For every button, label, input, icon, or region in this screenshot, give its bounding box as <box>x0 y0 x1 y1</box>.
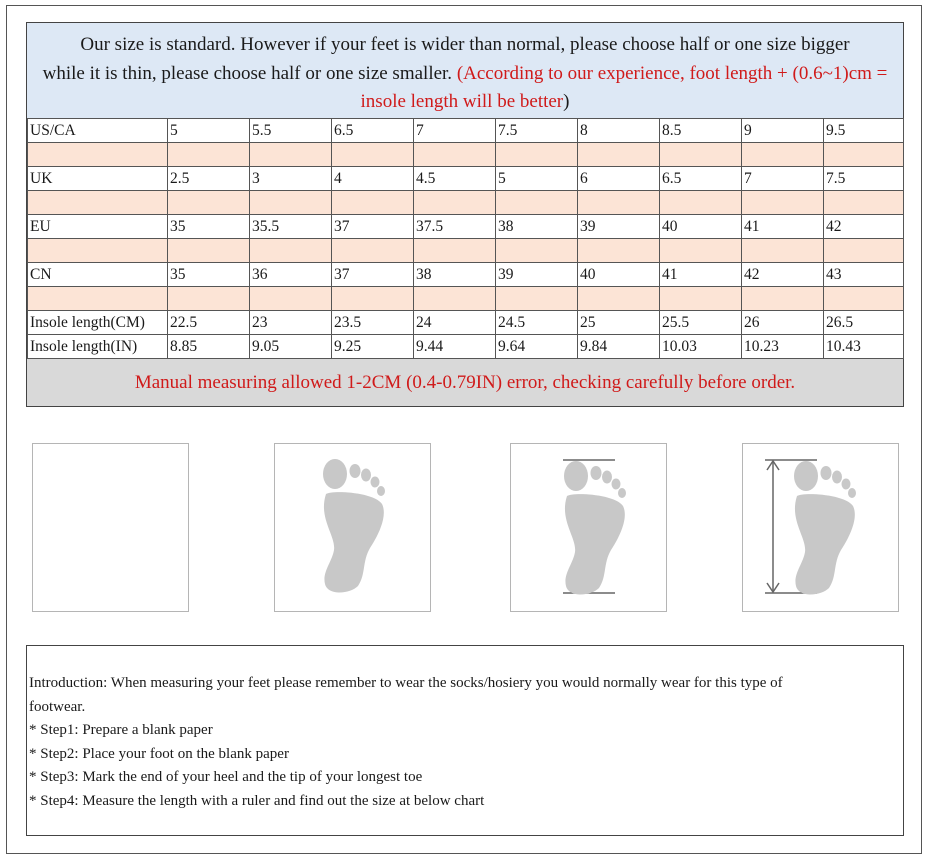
spacer-cell <box>332 239 414 263</box>
spacer-cell <box>496 191 578 215</box>
size-row-label: US/CA <box>28 119 168 143</box>
size-cell: 9 <box>742 119 824 143</box>
measured-foot-icon <box>743 444 898 611</box>
size-cell: 7 <box>742 167 824 191</box>
size-cell: 38 <box>496 215 578 239</box>
spacer-row <box>28 143 904 167</box>
spacer-cell <box>742 191 824 215</box>
size-cell: 9.5 <box>824 119 904 143</box>
size-cell: 41 <box>660 263 742 287</box>
spacer-cell <box>742 287 824 311</box>
marked-foot-icon <box>511 444 666 611</box>
intro-text: Introduction: When measuring your feet please remember to wear the socks/hosiery you would normally wear for this type of footwear. <box>29 675 783 715</box>
size-cell: 24 <box>414 311 496 335</box>
spacer-cell <box>824 239 904 263</box>
size-cell: 7 <box>414 119 496 143</box>
spacer-cell <box>250 287 332 311</box>
size-cell: 9.64 <box>496 335 578 359</box>
size-cell: 35 <box>168 215 250 239</box>
blank-paper-icon <box>33 444 188 611</box>
size-cell: 6.5 <box>332 119 414 143</box>
size-cell: 36 <box>250 263 332 287</box>
notice-line-2: while it is thin, please choose half or one size smaller. <box>42 62 453 84</box>
size-cell: 39 <box>496 263 578 287</box>
spacer-cell <box>824 143 904 167</box>
size-row-label: UK <box>28 167 168 191</box>
size-cell: 10.03 <box>660 335 742 359</box>
spacer-cell <box>496 143 578 167</box>
size-cell: 35.5 <box>250 215 332 239</box>
size-cell: 23.5 <box>332 311 414 335</box>
spacer-cell <box>578 287 660 311</box>
spacer-cell <box>660 239 742 263</box>
spacer-cell <box>28 191 168 215</box>
notice-highlight: (According to our experience, foot length + (0.6~1)cm = insole length will be better <box>360 62 888 112</box>
spacer-cell <box>168 143 250 167</box>
size-row-insole-cm <box>28 311 904 335</box>
size-cell: 4 <box>332 167 414 191</box>
size-cell: 26 <box>742 311 824 335</box>
size-cell: 22.5 <box>168 311 250 335</box>
size-cell: 6.5 <box>660 167 742 191</box>
spacer-cell <box>28 239 168 263</box>
step-1: * Step1: Prepare a blank paper <box>29 722 213 738</box>
size-cell: 42 <box>742 263 824 287</box>
spacer-cell <box>168 239 250 263</box>
size-row-label: CN <box>28 263 168 287</box>
spacer-cell <box>414 191 496 215</box>
step-2: * Step2: Place your foot on the blank paper <box>29 745 289 762</box>
spacer-cell <box>250 239 332 263</box>
size-cell: 40 <box>578 263 660 287</box>
size-chart <box>26 22 904 407</box>
size-cell: 5 <box>168 119 250 143</box>
spacer-cell <box>578 143 660 167</box>
spacer-cell <box>660 191 742 215</box>
spacer-cell <box>168 287 250 311</box>
size-cell: 24.5 <box>496 311 578 335</box>
spacer-cell <box>332 191 414 215</box>
size-cell: 4.5 <box>414 167 496 191</box>
size-cell: 25 <box>578 311 660 335</box>
foot-print-icon <box>275 444 430 611</box>
step1-blank-paper-image <box>32 443 189 612</box>
spacer-cell <box>824 287 904 311</box>
size-cell: 37 <box>332 215 414 239</box>
spacer-cell <box>414 239 496 263</box>
spacer-cell <box>742 143 824 167</box>
spacer-cell <box>332 287 414 311</box>
size-cell: 8.85 <box>168 335 250 359</box>
size-cell: 8 <box>578 119 660 143</box>
size-row-label: Insole length(IN) <box>28 335 168 359</box>
step4-measured-foot-image <box>742 443 899 612</box>
spacer-cell <box>660 287 742 311</box>
size-cell: 5.5 <box>250 119 332 143</box>
size-row-us-ca <box>28 119 904 143</box>
spacer-cell <box>496 239 578 263</box>
size-cell: 37 <box>332 263 414 287</box>
size-cell: 3 <box>250 167 332 191</box>
spacer-row <box>28 191 904 215</box>
size-cell: 10.43 <box>824 335 904 359</box>
step2-foot-image <box>274 443 431 612</box>
size-row-eu <box>28 215 904 239</box>
size-cell: 43 <box>824 263 904 287</box>
size-cell: 39 <box>578 215 660 239</box>
size-row-label: EU <box>28 215 168 239</box>
notice-closing: ) <box>563 91 570 112</box>
size-cell: 7.5 <box>824 167 904 191</box>
size-cell: 37.5 <box>414 215 496 239</box>
size-notice <box>27 23 903 119</box>
spacer-cell <box>250 143 332 167</box>
step3-marked-foot-image <box>510 443 667 612</box>
size-cell: 8.5 <box>660 119 742 143</box>
size-cell: 38 <box>414 263 496 287</box>
size-cell: 6 <box>578 167 660 191</box>
spacer-cell <box>578 191 660 215</box>
size-row-uk <box>28 167 904 191</box>
size-cell: 35 <box>168 263 250 287</box>
size-cell: 25.5 <box>660 311 742 335</box>
size-cell: 9.05 <box>250 335 332 359</box>
spacer-cell <box>28 143 168 167</box>
spacer-cell <box>414 143 496 167</box>
spacer-cell <box>824 191 904 215</box>
spacer-cell <box>250 191 332 215</box>
size-cell: 9.25 <box>332 335 414 359</box>
spacer-row <box>28 287 904 311</box>
size-cell: 9.84 <box>578 335 660 359</box>
spacer-row <box>28 239 904 263</box>
size-cell: 2.5 <box>168 167 250 191</box>
size-row-insole-in <box>28 335 904 359</box>
size-cell: 9.44 <box>414 335 496 359</box>
spacer-cell <box>28 287 168 311</box>
measuring-instructions <box>26 645 904 836</box>
spacer-cell <box>332 143 414 167</box>
size-row-label: Insole length(CM) <box>28 311 168 335</box>
spacer-cell <box>578 239 660 263</box>
size-cell: 26.5 <box>824 311 904 335</box>
spacer-cell <box>168 191 250 215</box>
step-4: * Step4: Measure the length with a ruler and find out the size at below chart <box>29 792 485 809</box>
size-table <box>27 118 904 359</box>
size-cell: 7.5 <box>496 119 578 143</box>
size-row-cn <box>28 263 904 287</box>
spacer-cell <box>742 239 824 263</box>
size-cell: 40 <box>660 215 742 239</box>
notice-line-1: Our size is standard. However if your feet is wider than normal, please choose half or one size bigger <box>80 34 850 55</box>
step-3: * Step3: Mark the end of your heel and the tip of your longest toe <box>29 769 423 785</box>
spacer-cell <box>660 143 742 167</box>
spacer-cell <box>496 287 578 311</box>
size-cell: 42 <box>824 215 904 239</box>
size-cell: 41 <box>742 215 824 239</box>
measure-error-note: Manual measuring allowed 1-2CM (0.4-0.79IN) error, checking carefully before order. <box>27 358 903 406</box>
spacer-cell <box>414 287 496 311</box>
size-cell: 5 <box>496 167 578 191</box>
size-cell: 23 <box>250 311 332 335</box>
size-cell: 10.23 <box>742 335 824 359</box>
